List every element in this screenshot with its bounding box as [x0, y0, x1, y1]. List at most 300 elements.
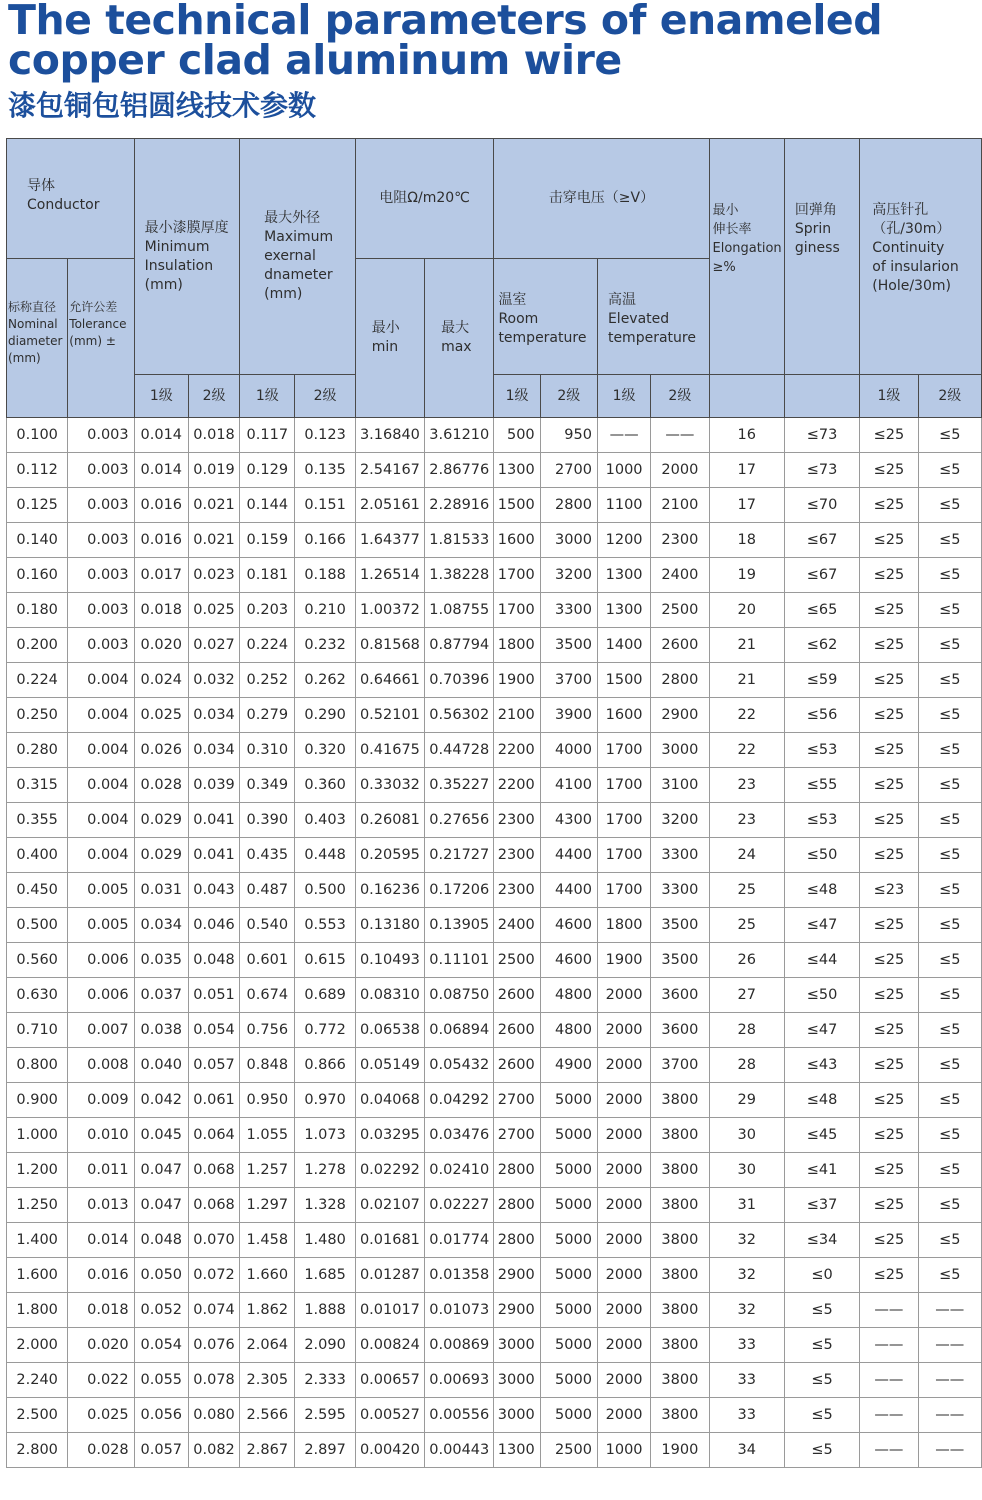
- cell-pinholes-grade1: ≤23: [860, 873, 918, 908]
- cell-pinholes-grade1: ≤25: [860, 488, 918, 523]
- cell-min-insulation-grade2: 0.076: [188, 1328, 239, 1363]
- cell-min-insulation-grade1: 0.024: [134, 663, 188, 698]
- cell-room-temp-grade1: 2700: [494, 1118, 540, 1153]
- cell-min-insulation-grade2: 0.019: [188, 453, 239, 488]
- cell-elongation: 21: [709, 628, 784, 663]
- cell-elevated-temp-grade1: 2000: [597, 1363, 650, 1398]
- cell-room-temp-grade1: 2800: [494, 1188, 540, 1223]
- cell-room-temp-grade1: 2600: [494, 1048, 540, 1083]
- cell-resistance-min: 0.64661: [355, 663, 424, 698]
- cell-tolerance: 0.003: [68, 488, 134, 523]
- cell-pinholes-grade2: ≤5: [918, 1258, 981, 1293]
- cell-room-temp-grade2: 2700: [540, 453, 597, 488]
- cell-room-temp-grade1: 2700: [494, 1083, 540, 1118]
- cell-pinholes-grade2: ≤5: [918, 1153, 981, 1188]
- cell-resistance-min: 0.02107: [355, 1188, 424, 1223]
- cell-room-temp-grade1: 2200: [494, 768, 540, 803]
- cell-elevated-temp-grade2: 3800: [651, 1398, 709, 1433]
- cell-room-temp-grade1: 2800: [494, 1223, 540, 1258]
- cell-pinholes-grade2: ≤5: [918, 488, 981, 523]
- cell-elevated-temp-grade1: 1600: [597, 698, 650, 733]
- cell-elongation: 22: [709, 698, 784, 733]
- cell-pinholes-grade1: ≤25: [860, 908, 918, 943]
- cell-min-insulation-grade1: 0.014: [134, 418, 188, 453]
- cell-max-diameter-grade2: 0.689: [295, 978, 355, 1013]
- cell-elevated-temp-grade2: 3500: [651, 908, 709, 943]
- cell-springiness: ≤56: [784, 698, 859, 733]
- cell-springiness: ≤47: [784, 1013, 859, 1048]
- cell-min-insulation-grade2: 0.064: [188, 1118, 239, 1153]
- cell-room-temp-grade2: 4400: [540, 873, 597, 908]
- cell-springiness: ≤67: [784, 523, 859, 558]
- cell-pinholes-grade1: ≤25: [860, 1223, 918, 1258]
- cell-max-diameter-grade2: 0.123: [295, 418, 355, 453]
- cell-elevated-temp-grade2: 3800: [651, 1118, 709, 1153]
- table-row: [7, 1118, 982, 1153]
- cell-springiness: ≤37: [784, 1188, 859, 1223]
- cell-min-insulation-grade2: 0.039: [188, 768, 239, 803]
- cell-max-diameter-grade2: 0.970: [295, 1083, 355, 1118]
- cell-nominal-diameter: 2.240: [7, 1363, 68, 1398]
- cell-room-temp-grade2: 5000: [540, 1328, 597, 1363]
- cell-room-temp-grade2: 5000: [540, 1293, 597, 1328]
- cell-room-temp-grade2: 5000: [540, 1398, 597, 1433]
- cell-resistance-min: 0.13180: [355, 908, 424, 943]
- cell-elevated-temp-grade1: 2000: [597, 1293, 650, 1328]
- cell-min-insulation-grade2: 0.068: [188, 1188, 239, 1223]
- cell-springiness: ≤43: [784, 1048, 859, 1083]
- cell-max-diameter-grade1: 1.055: [240, 1118, 295, 1153]
- table-row: [7, 628, 982, 663]
- cell-min-insulation-grade1: 0.026: [134, 733, 188, 768]
- cell-room-temp-grade1: 3000: [494, 1398, 540, 1433]
- title-line-2: copper clad aluminum wire: [8, 36, 622, 84]
- cell-pinholes-grade1: ≤25: [860, 1153, 918, 1188]
- cell-tolerance: 0.003: [68, 418, 134, 453]
- cell-springiness: ≤5: [784, 1433, 859, 1468]
- cell-max-diameter-grade1: 0.390: [240, 803, 295, 838]
- cell-elevated-temp-grade1: 1700: [597, 803, 650, 838]
- cell-min-insulation-grade1: 0.017: [134, 558, 188, 593]
- cell-elongation: 31: [709, 1188, 784, 1223]
- table-row: [7, 1293, 982, 1328]
- cell-max-diameter-grade1: 0.349: [240, 768, 295, 803]
- cell-tolerance: 0.004: [68, 663, 134, 698]
- header-elevated-temperature: 高温 Elevated temperature: [597, 259, 709, 375]
- table-row: [7, 523, 982, 558]
- cell-pinholes-grade1: ≤25: [860, 1118, 918, 1153]
- cell-max-diameter-grade2: 0.188: [295, 558, 355, 593]
- cell-resistance-max: 0.01358: [425, 1258, 494, 1293]
- cell-nominal-diameter: 0.800: [7, 1048, 68, 1083]
- cell-room-temp-grade1: 2400: [494, 908, 540, 943]
- cell-springiness: ≤50: [784, 838, 859, 873]
- cell-max-diameter-grade2: 2.897: [295, 1433, 355, 1468]
- cell-springiness: ≤62: [784, 628, 859, 663]
- cell-nominal-diameter: 1.400: [7, 1223, 68, 1258]
- table-row: [7, 698, 982, 733]
- cell-elevated-temp-grade1: 1700: [597, 733, 650, 768]
- cell-elevated-temp-grade1: 1300: [597, 558, 650, 593]
- cell-elongation: 29: [709, 1083, 784, 1118]
- cell-room-temp-grade2: 3500: [540, 628, 597, 663]
- cell-min-insulation-grade1: 0.055: [134, 1363, 188, 1398]
- cell-elongation: 16: [709, 418, 784, 453]
- cell-max-diameter-grade2: 2.595: [295, 1398, 355, 1433]
- cell-room-temp-grade1: 1300: [494, 1433, 540, 1468]
- cell-elevated-temp-grade1: 2000: [597, 1118, 650, 1153]
- cell-room-temp-grade1: 3000: [494, 1363, 540, 1398]
- cell-elevated-temp-grade2: 3600: [651, 978, 709, 1013]
- cell-springiness: ≤55: [784, 768, 859, 803]
- cell-pinholes-grade1: ——: [860, 1328, 918, 1363]
- cell-pinholes-grade2: ≤5: [918, 838, 981, 873]
- cell-nominal-diameter: 0.200: [7, 628, 68, 663]
- cell-elevated-temp-grade2: 1900: [651, 1433, 709, 1468]
- cell-elevated-temp-grade1: 2000: [597, 1258, 650, 1293]
- cell-max-diameter-grade1: 1.458: [240, 1223, 295, 1258]
- cell-resistance-min: 0.00420: [355, 1433, 424, 1468]
- cell-pinholes-grade1: ≤25: [860, 838, 918, 873]
- cell-room-temp-grade2: 5000: [540, 1118, 597, 1153]
- cell-tolerance: 0.006: [68, 978, 134, 1013]
- cell-springiness: ≤34: [784, 1223, 859, 1258]
- cell-pinholes-grade2: ≤5: [918, 698, 981, 733]
- cell-pinholes-grade1: ≤25: [860, 523, 918, 558]
- cell-elevated-temp-grade2: 3300: [651, 838, 709, 873]
- cell-room-temp-grade1: 2100: [494, 698, 540, 733]
- table-row: [7, 908, 982, 943]
- cell-elevated-temp-grade2: 3600: [651, 1013, 709, 1048]
- cell-max-diameter-grade1: 2.305: [240, 1363, 295, 1398]
- cell-elevated-temp-grade2: 3300: [651, 873, 709, 908]
- cell-min-insulation-grade2: 0.068: [188, 1153, 239, 1188]
- cell-max-diameter-grade1: 0.540: [240, 908, 295, 943]
- cell-elevated-temp-grade2: 3500: [651, 943, 709, 978]
- table-row: [7, 978, 982, 1013]
- cell-elevated-temp-grade1: 2000: [597, 1048, 650, 1083]
- cell-pinholes-grade2: ——: [918, 1398, 981, 1433]
- cell-min-insulation-grade2: 0.057: [188, 1048, 239, 1083]
- cell-elongation: 28: [709, 1048, 784, 1083]
- cell-pinholes-grade1: ——: [860, 1398, 918, 1433]
- cell-max-diameter-grade1: 0.129: [240, 453, 295, 488]
- cell-pinholes-grade1: ≤25: [860, 1083, 918, 1118]
- cell-elevated-temp-grade1: 1800: [597, 908, 650, 943]
- cell-room-temp-grade2: 4800: [540, 978, 597, 1013]
- cell-elongation: 26: [709, 943, 784, 978]
- cell-elongation: 34: [709, 1433, 784, 1468]
- cell-max-diameter-grade2: 0.360: [295, 768, 355, 803]
- cell-elevated-temp-grade2: 3800: [651, 1293, 709, 1328]
- cell-springiness: ≤53: [784, 733, 859, 768]
- cell-max-diameter-grade2: 1.278: [295, 1153, 355, 1188]
- cell-pinholes-grade2: ≤5: [918, 908, 981, 943]
- cell-elevated-temp-grade2: 3800: [651, 1223, 709, 1258]
- table-row: [7, 1223, 982, 1258]
- header-nominal-diameter: 标称直径 Nominal diameter (mm): [7, 259, 68, 418]
- cell-tolerance: 0.004: [68, 733, 134, 768]
- cell-tolerance: 0.014: [68, 1223, 134, 1258]
- cell-room-temp-grade1: 2600: [494, 978, 540, 1013]
- cell-max-diameter-grade1: 0.144: [240, 488, 295, 523]
- cell-resistance-max: 0.21727: [425, 838, 494, 873]
- cell-min-insulation-grade2: 0.051: [188, 978, 239, 1013]
- cell-tolerance: 0.009: [68, 1083, 134, 1118]
- cell-max-diameter-grade1: 0.252: [240, 663, 295, 698]
- cell-elevated-temp-grade2: 3800: [651, 1328, 709, 1363]
- cell-nominal-diameter: 0.355: [7, 803, 68, 838]
- cell-elevated-temp-grade1: 1900: [597, 943, 650, 978]
- cell-elongation: 23: [709, 803, 784, 838]
- cell-room-temp-grade2: 5000: [540, 1223, 597, 1258]
- cell-elongation: 33: [709, 1328, 784, 1363]
- cell-elongation: 25: [709, 908, 784, 943]
- table-body: [7, 418, 982, 1468]
- cell-nominal-diameter: 1.200: [7, 1153, 68, 1188]
- cell-resistance-min: 0.52101: [355, 698, 424, 733]
- cell-pinholes-grade2: ≤5: [918, 593, 981, 628]
- cell-min-insulation-grade2: 0.021: [188, 523, 239, 558]
- cell-min-insulation-grade1: 0.042: [134, 1083, 188, 1118]
- cell-room-temp-grade1: 2300: [494, 838, 540, 873]
- cell-resistance-max: 0.11101: [425, 943, 494, 978]
- cell-pinholes-grade1: ——: [860, 1433, 918, 1468]
- cell-max-diameter-grade2: 0.553: [295, 908, 355, 943]
- cell-room-temp-grade1: 2600: [494, 1013, 540, 1048]
- cell-resistance-min: 0.03295: [355, 1118, 424, 1153]
- cell-room-temp-grade2: 4900: [540, 1048, 597, 1083]
- cell-min-insulation-grade2: 0.023: [188, 558, 239, 593]
- parameters-table: [6, 138, 982, 1468]
- table-row: [7, 1433, 982, 1468]
- cell-tolerance: 0.010: [68, 1118, 134, 1153]
- cell-room-temp-grade1: 2500: [494, 943, 540, 978]
- cell-tolerance: 0.006: [68, 943, 134, 978]
- cell-elevated-temp-grade1: 2000: [597, 978, 650, 1013]
- cell-min-insulation-grade1: 0.035: [134, 943, 188, 978]
- cell-resistance-max: 1.08755: [425, 593, 494, 628]
- cell-resistance-max: 0.04292: [425, 1083, 494, 1118]
- cell-resistance-min: 3.16840: [355, 418, 424, 453]
- cell-min-insulation-grade1: 0.057: [134, 1433, 188, 1468]
- table-row: [7, 803, 982, 838]
- table-row: [7, 733, 982, 768]
- table-row: [7, 1083, 982, 1118]
- cell-min-insulation-grade1: 0.047: [134, 1188, 188, 1223]
- header-room-temperature: 温室 Room temperature: [494, 259, 598, 375]
- header-elongation: 最小 伸长率 Elongation ≥%: [709, 139, 784, 375]
- cell-elevated-temp-grade2: 2000: [651, 453, 709, 488]
- cell-room-temp-grade2: 5000: [540, 1188, 597, 1223]
- cell-min-insulation-grade2: 0.021: [188, 488, 239, 523]
- cell-resistance-min: 0.00657: [355, 1363, 424, 1398]
- cell-pinholes-grade2: ≤5: [918, 1188, 981, 1223]
- cell-tolerance: 0.025: [68, 1398, 134, 1433]
- header-breakdown-voltage: 击穿电压（≥V）: [494, 139, 709, 259]
- table-row: [7, 1258, 982, 1293]
- cell-pinholes-grade2: ——: [918, 1328, 981, 1363]
- table-row: [7, 1188, 982, 1223]
- cell-tolerance: 0.003: [68, 453, 134, 488]
- cell-pinholes-grade1: ≤25: [860, 453, 918, 488]
- cell-room-temp-grade2: 3200: [540, 558, 597, 593]
- cell-max-diameter-grade2: 0.166: [295, 523, 355, 558]
- cell-max-diameter-grade2: 0.135: [295, 453, 355, 488]
- cell-resistance-min: 0.01681: [355, 1223, 424, 1258]
- cell-elongation: 32: [709, 1223, 784, 1258]
- cell-tolerance: 0.016: [68, 1258, 134, 1293]
- header-grade-1: 1级: [134, 375, 188, 418]
- header-grade-1: 1级: [860, 375, 918, 418]
- cell-pinholes-grade2: ≤5: [918, 1013, 981, 1048]
- cell-tolerance: 0.004: [68, 698, 134, 733]
- cell-resistance-min: 2.05161: [355, 488, 424, 523]
- cell-room-temp-grade2: 5000: [540, 1258, 597, 1293]
- cell-resistance-min: 0.33032: [355, 768, 424, 803]
- cell-pinholes-grade1: ≤25: [860, 418, 918, 453]
- cell-elongation: 32: [709, 1258, 784, 1293]
- cell-min-insulation-grade2: 0.080: [188, 1398, 239, 1433]
- cell-max-diameter-grade1: 0.203: [240, 593, 295, 628]
- cell-pinholes-grade2: ≤5: [918, 1118, 981, 1153]
- cell-min-insulation-grade2: 0.074: [188, 1293, 239, 1328]
- cell-resistance-max: 0.02410: [425, 1153, 494, 1188]
- cell-springiness: ≤48: [784, 873, 859, 908]
- cell-pinholes-grade2: ≤5: [918, 663, 981, 698]
- table-row: [7, 1398, 982, 1433]
- cell-max-diameter-grade1: 1.257: [240, 1153, 295, 1188]
- cell-nominal-diameter: 0.560: [7, 943, 68, 978]
- cell-resistance-max: 0.08750: [425, 978, 494, 1013]
- cell-room-temp-grade1: 2300: [494, 873, 540, 908]
- cell-resistance-min: 0.08310: [355, 978, 424, 1013]
- cell-max-diameter-grade1: 0.848: [240, 1048, 295, 1083]
- cell-min-insulation-grade2: 0.034: [188, 698, 239, 733]
- cell-elevated-temp-grade1: 2000: [597, 1083, 650, 1118]
- cell-pinholes-grade2: ——: [918, 1433, 981, 1468]
- cell-resistance-min: 1.64377: [355, 523, 424, 558]
- cell-min-insulation-grade2: 0.048: [188, 943, 239, 978]
- cell-elevated-temp-grade1: 1400: [597, 628, 650, 663]
- cell-springiness: ≤44: [784, 943, 859, 978]
- cell-springiness: ≤5: [784, 1293, 859, 1328]
- cell-nominal-diameter: 0.160: [7, 558, 68, 593]
- cell-elevated-temp-grade1: 1700: [597, 873, 650, 908]
- cell-min-insulation-grade1: 0.020: [134, 628, 188, 663]
- cell-resistance-max: 0.01073: [425, 1293, 494, 1328]
- header-grade-1: 1级: [597, 375, 650, 418]
- cell-min-insulation-grade1: 0.016: [134, 488, 188, 523]
- cell-elevated-temp-grade1: 1000: [597, 1433, 650, 1468]
- cell-room-temp-grade2: 3000: [540, 523, 597, 558]
- cell-elevated-temp-grade1: 1300: [597, 593, 650, 628]
- cell-max-diameter-grade1: 2.064: [240, 1328, 295, 1363]
- cell-springiness: ≤59: [784, 663, 859, 698]
- header-grade-2: 2级: [651, 375, 709, 418]
- cell-elongation: 32: [709, 1293, 784, 1328]
- cell-room-temp-grade2: 2500: [540, 1433, 597, 1468]
- cell-elongation: 30: [709, 1153, 784, 1188]
- cell-resistance-max: 0.06894: [425, 1013, 494, 1048]
- cell-nominal-diameter: 2.000: [7, 1328, 68, 1363]
- cell-room-temp-grade2: 4600: [540, 908, 597, 943]
- table-row: [7, 1363, 982, 1398]
- cell-resistance-min: 1.26514: [355, 558, 424, 593]
- cell-min-insulation-grade1: 0.014: [134, 453, 188, 488]
- cell-tolerance: 0.004: [68, 768, 134, 803]
- header-resistance: 电阻Ω/m20℃: [355, 139, 494, 259]
- cell-elevated-temp-grade2: 2100: [651, 488, 709, 523]
- cell-pinholes-grade2: ≤5: [918, 1048, 981, 1083]
- cell-nominal-diameter: 0.180: [7, 593, 68, 628]
- cell-elongation: 24: [709, 838, 784, 873]
- cell-max-diameter-grade1: 2.566: [240, 1398, 295, 1433]
- cell-resistance-min: 0.02292: [355, 1153, 424, 1188]
- header-grade-1: 1级: [240, 375, 295, 418]
- cell-max-diameter-grade2: 0.290: [295, 698, 355, 733]
- cell-pinholes-grade1: ≤25: [860, 803, 918, 838]
- cell-nominal-diameter: 0.900: [7, 1083, 68, 1118]
- cell-max-diameter-grade2: 0.232: [295, 628, 355, 663]
- cell-room-temp-grade2: 4300: [540, 803, 597, 838]
- cell-springiness: ≤45: [784, 1118, 859, 1153]
- cell-room-temp-grade1: 1900: [494, 663, 540, 698]
- cell-min-insulation-grade1: 0.018: [134, 593, 188, 628]
- cell-pinholes-grade2: ——: [918, 1363, 981, 1398]
- cell-min-insulation-grade2: 0.032: [188, 663, 239, 698]
- cell-max-diameter-grade1: 0.310: [240, 733, 295, 768]
- cell-tolerance: 0.003: [68, 593, 134, 628]
- cell-elevated-temp-grade2: 2800: [651, 663, 709, 698]
- cell-room-temp-grade2: 5000: [540, 1363, 597, 1398]
- header-pinholes: 高压针孔 （孔/30m） Continuity of insularion (Hole/30m): [860, 139, 982, 375]
- cell-max-diameter-grade1: 1.862: [240, 1293, 295, 1328]
- cell-room-temp-grade2: 5000: [540, 1153, 597, 1188]
- header-tolerance: 允许公差 Tolerance (mm) ±: [68, 259, 134, 418]
- cell-min-insulation-grade1: 0.016: [134, 523, 188, 558]
- cell-pinholes-grade1: ——: [860, 1363, 918, 1398]
- cell-pinholes-grade1: ≤25: [860, 943, 918, 978]
- cell-elongation: 19: [709, 558, 784, 593]
- cell-min-insulation-grade1: 0.029: [134, 838, 188, 873]
- cell-springiness: ≤73: [784, 453, 859, 488]
- cell-elongation: 20: [709, 593, 784, 628]
- cell-resistance-max: 0.01774: [425, 1223, 494, 1258]
- cell-nominal-diameter: 1.600: [7, 1258, 68, 1293]
- cell-min-insulation-grade1: 0.031: [134, 873, 188, 908]
- cell-nominal-diameter: 0.315: [7, 768, 68, 803]
- cell-max-diameter-grade2: 0.615: [295, 943, 355, 978]
- cell-elevated-temp-grade2: 3800: [651, 1083, 709, 1118]
- cell-elevated-temp-grade2: 3800: [651, 1188, 709, 1223]
- cell-max-diameter-grade2: 0.772: [295, 1013, 355, 1048]
- cell-nominal-diameter: 0.630: [7, 978, 68, 1013]
- cell-max-diameter-grade2: 1.685: [295, 1258, 355, 1293]
- cell-pinholes-grade2: ≤5: [918, 978, 981, 1013]
- cell-pinholes-grade2: ≤5: [918, 628, 981, 663]
- cell-min-insulation-grade2: 0.061: [188, 1083, 239, 1118]
- cell-nominal-diameter: 0.140: [7, 523, 68, 558]
- header-grade-2: 2级: [188, 375, 239, 418]
- cell-springiness: ≤67: [784, 558, 859, 593]
- page-subtitle: 漆包铜包铝圆线技术参数: [8, 89, 317, 122]
- cell-max-diameter-grade2: 2.333: [295, 1363, 355, 1398]
- cell-pinholes-grade2: ≤5: [918, 1223, 981, 1258]
- cell-room-temp-grade1: 2800: [494, 1153, 540, 1188]
- cell-nominal-diameter: 0.250: [7, 698, 68, 733]
- cell-resistance-max: 0.70396: [425, 663, 494, 698]
